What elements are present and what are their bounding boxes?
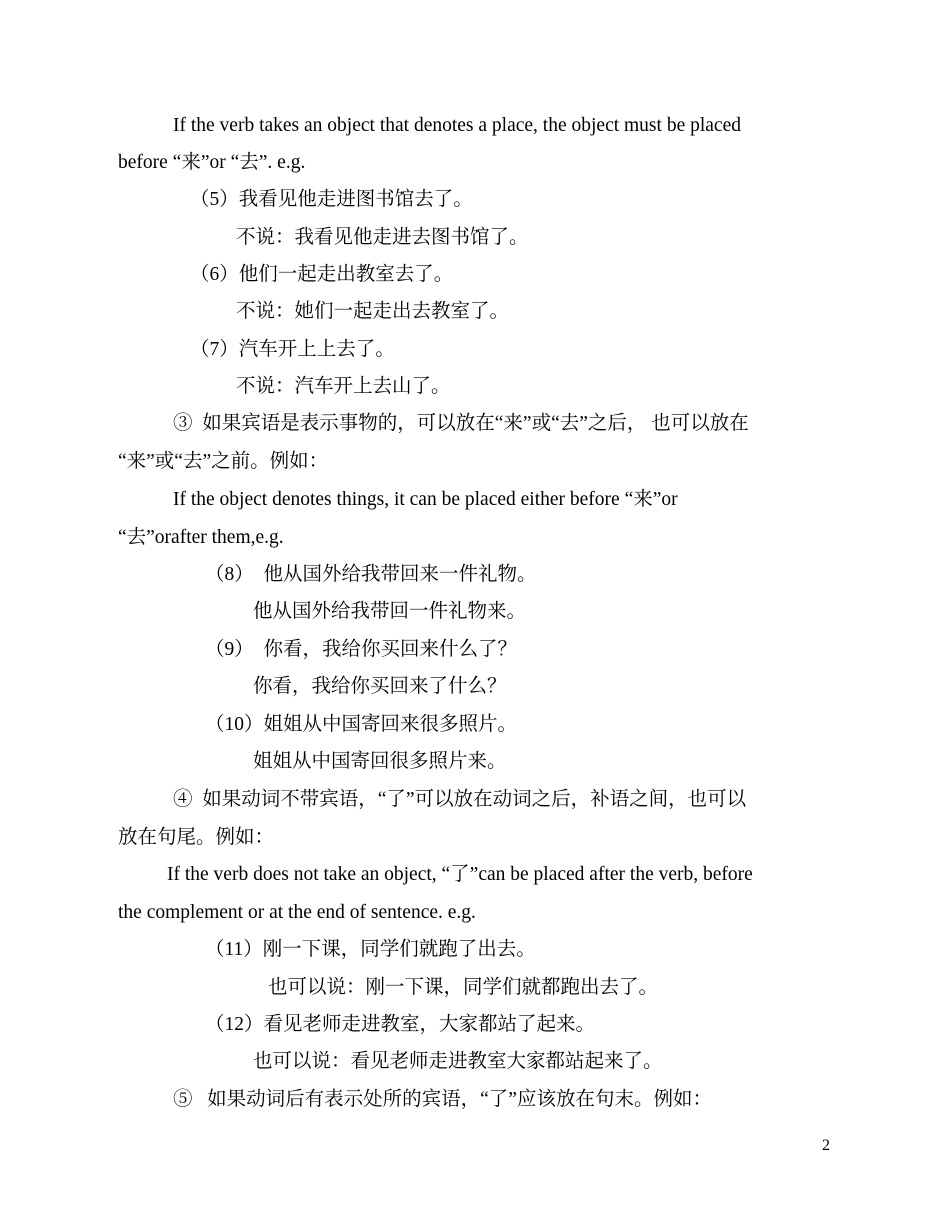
place-object-en-line-1: If the verb takes an object that denotes a place, the object must be placed: [173, 115, 741, 136]
example-5-incorrect: 不说：我看见他走进去图书馆了。: [236, 227, 529, 248]
example-7-incorrect: 不说：汽车开上去山了。: [236, 376, 451, 397]
rule-3-zh-line-2: “来”或“去”之前。例如：: [118, 451, 329, 472]
example-8-number: （8）: [205, 564, 254, 585]
example-5: [190, 190, 473, 210]
example-6-incorrect: 不说：她们一起走出去教室了。: [236, 301, 510, 322]
example-8-sentence: 他从国外给我带回来一件礼物。: [263, 564, 537, 585]
place-object-en-line-2: before “来”or “去”. e.g.: [118, 152, 306, 173]
rule-5-zh-text: 如果动词后有表示处所的宾语，“了”应该放在句末。例如：: [207, 1089, 712, 1110]
example-9-alternative: 你看，我给你买回来了什么？: [253, 676, 507, 697]
example-11-alternative: 也可以说：刚一下课，同学们就都跑出去了。: [268, 977, 659, 998]
example-10-number: （10）: [205, 714, 264, 735]
rule-3-marker: ③: [173, 413, 193, 434]
example-7-number: （7）: [190, 339, 239, 360]
example-9-sentence: 你看，我给你买回来什么了？: [263, 639, 518, 660]
example-10-alternative: 姐姐从中国寄回很多照片来。: [253, 751, 507, 772]
example-9: [205, 640, 517, 660]
example-11: [205, 940, 536, 960]
example-12-number: （12）: [205, 1014, 264, 1035]
rule-3-en-line-1: If the object denotes things, it can be placed either before “来”or: [173, 489, 678, 510]
rule-5-marker: ⑤: [173, 1089, 193, 1110]
page-number: 2: [822, 1137, 830, 1154]
example-12-alternative: 也可以说：看见老师走进教室大家都站起来了。: [253, 1051, 663, 1072]
example-6: [190, 265, 453, 285]
example-10: [205, 715, 517, 735]
example-10-sentence: 姐姐从中国寄回来很多照片。: [263, 714, 518, 735]
rule-4-zh-line-2: 放在句尾。例如：: [118, 827, 275, 848]
rule-3-zh-text: 如果宾语是表示事物的，可以放在“来”或“去”之后， 也可以放在: [202, 413, 749, 434]
rule-4-en-line-2: the complement or at the end of sentence. e.g.: [118, 902, 476, 923]
example-6-sentence: 他们一起走出教室去了。: [238, 264, 454, 285]
example-5-number: （5）: [190, 189, 239, 210]
example-12-sentence: 看见老师走进教室，大家都站了起来。: [263, 1014, 596, 1035]
example-6-number: （6）: [190, 264, 239, 285]
example-8: [205, 565, 537, 585]
rule-5-zh-line-1: [173, 1090, 712, 1110]
example-7: [190, 340, 395, 360]
example-12: [205, 1015, 595, 1035]
rule-4-zh-line-1: [173, 790, 746, 810]
rule-3-en-line-2: “去”orafter them,e.g.: [118, 527, 284, 548]
rule-3-zh-line-1: [173, 414, 749, 434]
example-11-number: （11）: [205, 939, 263, 960]
example-8-alternative: 他从国外给我带回一件礼物来。: [253, 601, 527, 622]
example-5-sentence: 我看见他走进图书馆去了。: [238, 189, 473, 210]
rule-4-zh-text: 如果动词不带宾语，“了”可以放在动词之后，补语之间，也可以: [202, 789, 747, 810]
example-9-number: （9）: [205, 639, 254, 660]
rule-4-marker: ④: [173, 789, 193, 810]
example-7-sentence: 汽车开上上去了。: [238, 339, 395, 360]
example-11-sentence: 刚一下课，同学们就跑了出去。: [262, 939, 536, 960]
rule-4-en-line-1: If the verb does not take an object, “了”can be placed after the verb, before: [167, 864, 753, 885]
